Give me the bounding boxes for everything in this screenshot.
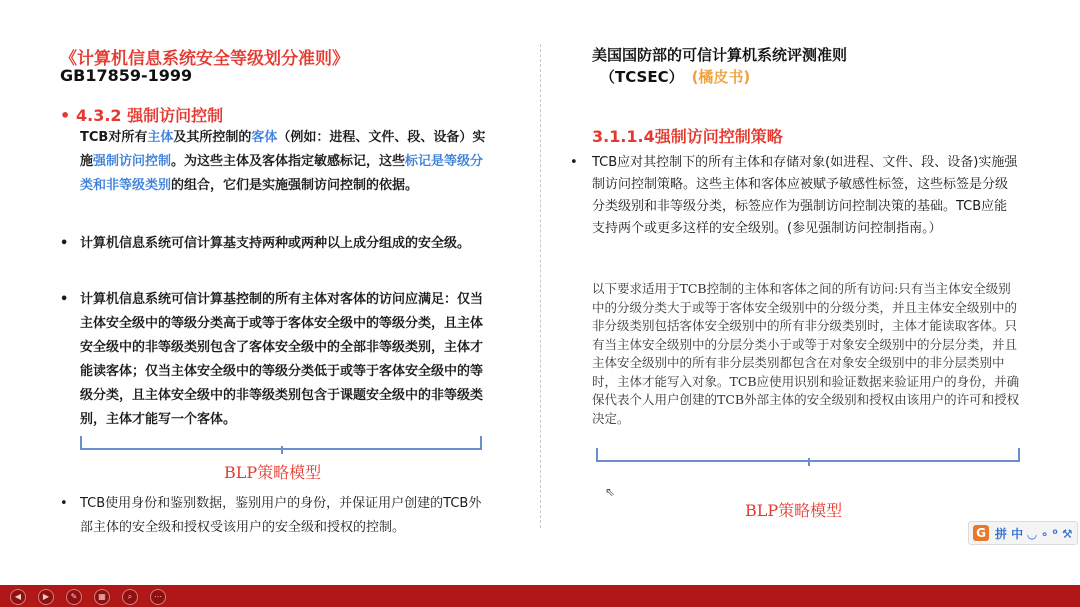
orange-book-label: (橘皮书): [691, 68, 751, 86]
left-bullet-item-1: [60, 232, 490, 256]
column-divider: [540, 44, 541, 528]
left-paragraph-1: TCB对所有主体及其所控制的客体（例如：进程、文件、段、设备）实施强制访问控制。为这些主体及客体指定敏感标记，这些标记是等级分类和非等级类别的组合，它们是实施强制访问控制的依据。: [80, 130, 486, 193]
left-bullet-item-2: [60, 288, 490, 432]
left-item-1-text: 计算机信息系统可信计算基支持两种或两种以上成分组成的安全级。: [80, 236, 471, 251]
right-blp-label: BLP策略模型: [745, 501, 843, 520]
highlight-subject: 主体: [147, 130, 174, 145]
pen-tool-icon[interactable]: ✎: [66, 589, 82, 605]
right-paragraph-1: [570, 152, 1020, 240]
highlight-labels: 标记是等级分类和非等级类别: [80, 154, 484, 193]
ime-toolbar[interactable]: [968, 521, 1078, 545]
sogou-logo-icon[interactable]: G: [973, 525, 989, 541]
right-brace: [596, 448, 1020, 462]
left-item-3-text: TCB使用身份和鉴别数据，鉴别用户的身份，并保证用户创建的TCB外部主体的安全级和授权受该用户的安全级和授权的控制。: [80, 496, 482, 535]
left-bullet-item-3: [60, 492, 490, 540]
left-item-2-text: 计算机信息系统可信计算基控制的所有主体对客体的访问应满足：仅当主体安全级中的等级分类高于或等于客体安全级中的等级分类，且主体安全级中的非等级类别包含了客体安全级中的全部非等级类别，主体才能读客体；仅当主体安全级中的等级分类低于或等于客体安全级中的等级分类，且主体安全级中的非等级类别包含于课题安全级中的非等级类别，主体才能写一个客体。: [80, 292, 484, 427]
more-options-icon[interactable]: ⋯: [150, 589, 166, 605]
bullet: •: [60, 292, 69, 307]
bullet: •: [60, 106, 71, 125]
bullet: •: [60, 236, 69, 251]
mouse-cursor-icon: ⇖: [605, 485, 616, 499]
left-section-text: 4.3.2 强制访问控制: [76, 106, 224, 125]
left-blp-label: BLP策略模型: [224, 463, 322, 482]
right-paragraph-2: 以下要求适用于TCB控制的主体和客体之间的所有访问:只有当主体安全级别中的分级分类大于或等于客体安全级别中的分级分类，并且主体安全级别中的非分级类别包括客体安全级别中的所有非分级类别时，主体才能读取客体。只有当主体安全级别中的分层分类小于或等于对象安全级别中的分层分类，并且主体安全级别中的所有非分层类别都包含在对象安全级别中的非分层类别中时，主体才能写入对象。TCB应使用识别和验证数据来验证用户的身份，并确保代表个人用户创建的TCB外部主体的安全级别和授权由该用户的许可和授权决定。: [592, 281, 1020, 426]
right-section-heading: 3.1.1.4强制访问控制策略: [592, 127, 783, 146]
left-brace: [80, 436, 482, 450]
highlight-object: 客体: [251, 130, 278, 145]
bullet: •: [570, 155, 578, 170]
right-title: 美国国防部的可信计算机系统评测准则: [592, 46, 848, 64]
zoom-icon[interactable]: ⌕: [122, 589, 138, 605]
left-standard-code: GB17859-1999: [60, 66, 193, 85]
left-section-heading: [60, 103, 223, 126]
right-para-1-text: TCB应对其控制下的所有主体和存储对象(如进程、文件、段、设备)实施强制访问控制策略。这些主体和客体应被赋予敏感性标签，这些标签是分级分类级别和非等级分类，标签应作为强制访问控制决策的基础。TCB应能支持两个或更多这样的安全级别。(参见强制访问控制指南。）: [592, 155, 1018, 236]
ime-status[interactable]: 拼 中 ◡ ∘ ⁰ ⚒: [995, 526, 1073, 541]
right-subtitle: （TCSEC） (橘皮书): [600, 68, 751, 86]
highlight-mac: 强制访问控制: [93, 154, 172, 169]
next-slide-icon[interactable]: ▶: [38, 589, 54, 605]
bullet: •: [60, 496, 68, 511]
slide-sorter-icon[interactable]: ▦: [94, 589, 110, 605]
left-title: 《计算机信息系统安全等级划分准则》: [60, 49, 349, 69]
prev-slide-icon[interactable]: ◀: [10, 589, 26, 605]
